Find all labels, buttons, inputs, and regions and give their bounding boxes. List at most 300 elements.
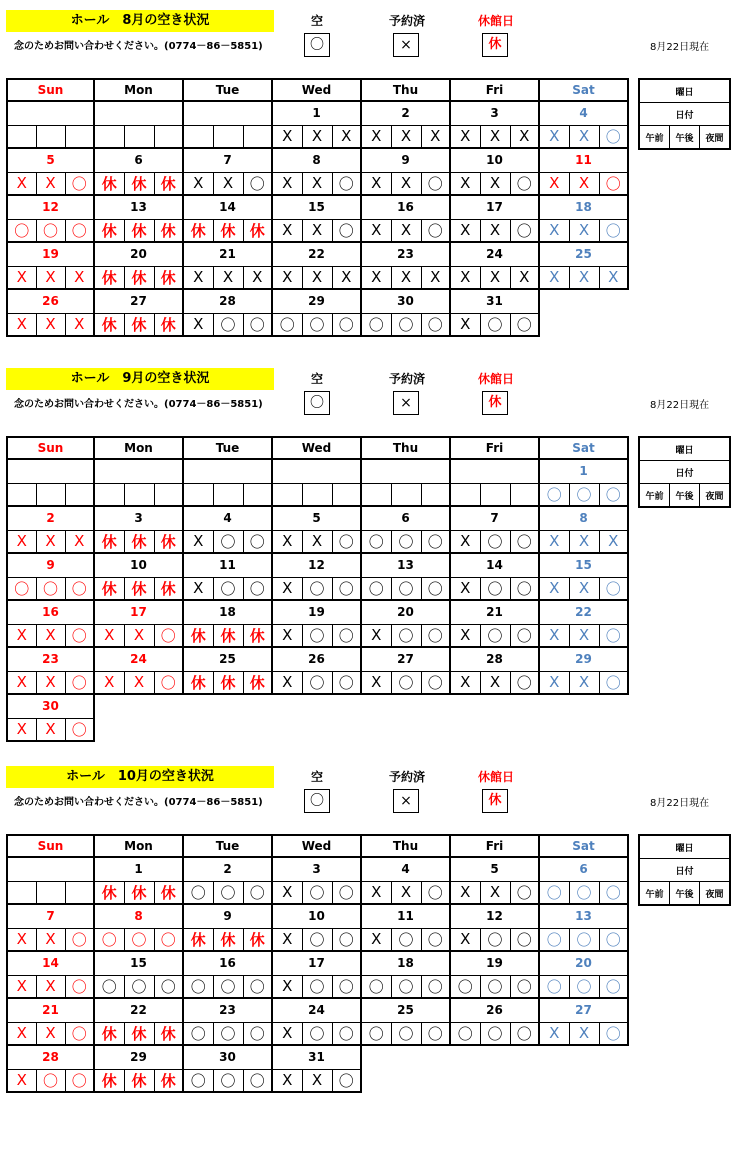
slot-afternoon: X <box>36 266 65 289</box>
slot-afternoon: 〇 <box>480 577 510 600</box>
slot-cell <box>332 483 361 506</box>
slot-cell <box>124 125 154 148</box>
hizuke-label: 日付 <box>639 859 730 882</box>
slot-morning: X <box>272 624 302 647</box>
legend-closed-label: 休館日 <box>477 372 514 386</box>
slot-morning: X <box>361 928 391 951</box>
slot-night: X <box>421 125 450 148</box>
weekday-header: Sun <box>7 79 94 101</box>
slot-cell <box>480 483 510 506</box>
day-number: 21 <box>450 600 539 624</box>
empty-cell <box>569 1069 599 1092</box>
slot-morning: X <box>450 172 480 195</box>
slot-night: 休 <box>243 624 272 647</box>
slot-night: 休 <box>243 219 272 242</box>
empty-cell <box>332 718 361 741</box>
slot-night: 休 <box>154 577 183 600</box>
weekday-header: Thu <box>361 79 450 101</box>
slot-morning: X <box>7 1022 36 1045</box>
slot-morning: X <box>361 172 391 195</box>
day-number: 9 <box>361 148 450 172</box>
slot-afternoon: X <box>569 671 599 694</box>
day-number: 26 <box>7 289 94 313</box>
empty-cell <box>539 1069 569 1092</box>
slot-afternoon: X <box>480 881 510 904</box>
slot-night: 〇 <box>65 928 94 951</box>
slot-afternoon: X <box>302 125 332 148</box>
legend-vacant-label: 空 <box>310 770 323 784</box>
as-of-date: 8月22日現在 <box>650 42 710 53</box>
slot-afternoon: X <box>569 530 599 553</box>
slot-afternoon: 〇 <box>302 577 332 600</box>
day-number: 26 <box>450 998 539 1022</box>
slot-morning: 〇 <box>183 1022 213 1045</box>
month-calendar <box>6 78 629 337</box>
slot-night: 〇 <box>332 530 361 553</box>
day-number: 4 <box>183 506 272 530</box>
day-number: 13 <box>539 904 628 928</box>
slot-afternoon: 〇 <box>213 1069 243 1092</box>
slot-cell <box>94 483 124 506</box>
day-number: 6 <box>361 506 450 530</box>
slot-night: 〇 <box>421 219 450 242</box>
day-number: 5 <box>272 506 361 530</box>
slot-night: 休 <box>154 881 183 904</box>
slot-night: X <box>421 266 450 289</box>
slot-night: 〇 <box>599 928 628 951</box>
empty-cell <box>569 313 599 336</box>
slot-morning: X <box>361 624 391 647</box>
slot-night: 〇 <box>421 1022 450 1045</box>
day-number: 27 <box>539 998 628 1022</box>
yakan-label: 夜間 <box>700 126 731 150</box>
slot-night: 〇 <box>243 172 272 195</box>
slot-night: 〇 <box>421 172 450 195</box>
empty-cell <box>361 1045 450 1069</box>
slot-morning: X <box>450 313 480 336</box>
day-number: 25 <box>183 647 272 671</box>
slot-afternoon: 〇 <box>213 577 243 600</box>
youbi-label: 曜日 <box>639 835 730 859</box>
slot-morning: 〇 <box>539 928 569 951</box>
slot-afternoon: 〇 <box>213 975 243 998</box>
slot-morning: X <box>361 881 391 904</box>
day-number: 7 <box>7 904 94 928</box>
day-number: 7 <box>183 148 272 172</box>
legend-vacant-symbol: 〇 <box>304 391 330 415</box>
slot-morning: X <box>183 266 213 289</box>
slot-afternoon: 〇 <box>391 313 421 336</box>
empty-cell <box>450 718 480 741</box>
slot-afternoon: 〇 <box>391 624 421 647</box>
slot-cell <box>36 125 65 148</box>
day-number: 15 <box>539 553 628 577</box>
slot-afternoon: 休 <box>124 577 154 600</box>
slot-morning: X <box>361 266 391 289</box>
slot-morning: X <box>361 125 391 148</box>
empty-cell <box>539 289 628 313</box>
slot-morning: X <box>361 671 391 694</box>
slot-afternoon: X <box>480 172 510 195</box>
day-number: 9 <box>183 904 272 928</box>
slot-cell <box>7 125 36 148</box>
slot-afternoon: X <box>480 671 510 694</box>
month-calendar <box>6 834 629 1093</box>
hizuke-label: 日付 <box>639 461 730 484</box>
day-number: 15 <box>94 951 183 975</box>
day-number: 13 <box>94 195 183 219</box>
slot-night: 〇 <box>599 1022 628 1045</box>
slot-cell <box>154 125 183 148</box>
slot-afternoon: X <box>36 624 65 647</box>
slot-afternoon: 〇 <box>569 483 599 506</box>
slot-afternoon: X <box>391 881 421 904</box>
day-number: 8 <box>272 148 361 172</box>
slot-morning: 〇 <box>539 483 569 506</box>
slot-afternoon: X <box>569 266 599 289</box>
gozen-label: 午前 <box>639 484 670 508</box>
slot-afternoon: 〇 <box>391 975 421 998</box>
legend-closed-symbol: 休 <box>482 33 508 57</box>
slot-morning: X <box>272 266 302 289</box>
inquiry-note: 念のためお問い合わせください。(0774－86－5851) <box>14 41 263 52</box>
day-number <box>7 459 94 483</box>
slot-morning: X <box>272 671 302 694</box>
empty-cell <box>361 1069 391 1092</box>
slot-night: X <box>510 266 539 289</box>
slot-morning: X <box>539 266 569 289</box>
slot-night: 休 <box>154 313 183 336</box>
slot-night: 〇 <box>243 577 272 600</box>
slot-morning: X <box>539 530 569 553</box>
day-number: 30 <box>7 694 94 718</box>
day-number: 27 <box>361 647 450 671</box>
month-title: ホール 9月の空き状況 <box>6 368 274 390</box>
day-number: 23 <box>361 242 450 266</box>
slot-night: 〇 <box>332 624 361 647</box>
slot-cell <box>94 125 124 148</box>
slot-morning: X <box>183 313 213 336</box>
slot-night: 〇 <box>154 671 183 694</box>
weekday-header: Thu <box>361 437 450 459</box>
slot-afternoon: 休 <box>124 881 154 904</box>
slot-night: 〇 <box>65 172 94 195</box>
slot-afternoon: 〇 <box>302 1022 332 1045</box>
slot-afternoon: 〇 <box>302 313 332 336</box>
weekday-header: Thu <box>361 835 450 857</box>
slot-afternoon: X <box>302 172 332 195</box>
empty-cell <box>94 694 183 718</box>
empty-cell <box>510 1069 539 1092</box>
slot-morning: X <box>450 881 480 904</box>
empty-cell <box>361 694 450 718</box>
slot-afternoon: X <box>36 671 65 694</box>
slot-afternoon: 〇 <box>480 1022 510 1045</box>
empty-cell <box>243 718 272 741</box>
slot-afternoon: 〇 <box>391 928 421 951</box>
month-title: ホール 10月の空き状況 <box>6 766 274 788</box>
day-number <box>272 459 361 483</box>
empty-cell <box>450 1045 539 1069</box>
slot-morning: X <box>7 172 36 195</box>
slot-morning: X <box>272 125 302 148</box>
slot-night: 〇 <box>332 928 361 951</box>
day-number: 16 <box>183 951 272 975</box>
slot-afternoon: X <box>569 172 599 195</box>
weekday-header: Mon <box>94 835 183 857</box>
slot-morning: X <box>7 718 36 741</box>
inquiry-note: 念のためお問い合わせください。(0774－86－5851) <box>14 797 263 808</box>
slot-afternoon: 〇 <box>302 975 332 998</box>
slot-afternoon: X <box>213 172 243 195</box>
weekday-header: Sun <box>7 835 94 857</box>
slot-night: 休 <box>154 530 183 553</box>
legend-closed-label: 休館日 <box>477 14 514 28</box>
legend-vacant-label: 空 <box>310 372 323 386</box>
day-number: 30 <box>361 289 450 313</box>
legend-vacant-label: 空 <box>310 14 323 28</box>
day-number: 23 <box>7 647 94 671</box>
slot-cell <box>243 483 272 506</box>
slot-morning: 休 <box>94 1022 124 1045</box>
slot-morning: X <box>272 530 302 553</box>
slot-morning: 〇 <box>183 1069 213 1092</box>
slot-afternoon: 〇 <box>36 1069 65 1092</box>
slot-afternoon: 〇 <box>302 881 332 904</box>
slot-morning: 〇 <box>539 975 569 998</box>
slot-night: 〇 <box>510 172 539 195</box>
slot-night: 〇 <box>332 219 361 242</box>
slot-night: 〇 <box>599 125 628 148</box>
day-number: 16 <box>7 600 94 624</box>
slot-night: 〇 <box>421 928 450 951</box>
slot-night: 休 <box>154 266 183 289</box>
slot-morning: 〇 <box>183 881 213 904</box>
slot-afternoon: X <box>302 1069 332 1092</box>
slot-afternoon: 〇 <box>480 530 510 553</box>
day-number: 10 <box>450 148 539 172</box>
slot-afternoon: 〇 <box>213 1022 243 1045</box>
slot-morning: 休 <box>94 577 124 600</box>
slot-cell <box>124 483 154 506</box>
month-section <box>0 368 749 760</box>
day-number: 3 <box>272 857 361 881</box>
empty-cell <box>539 718 569 741</box>
day-number: 11 <box>183 553 272 577</box>
slot-morning: 休 <box>183 671 213 694</box>
slot-morning: 休 <box>94 219 124 242</box>
slot-morning: 〇 <box>7 219 36 242</box>
day-number <box>183 101 272 125</box>
empty-cell <box>539 694 628 718</box>
empty-cell <box>391 718 421 741</box>
as-of-date: 8月22日現在 <box>650 798 710 809</box>
slot-morning: X <box>450 577 480 600</box>
slot-night: 〇 <box>510 928 539 951</box>
slot-afternoon: 〇 <box>213 313 243 336</box>
weekday-header: Fri <box>450 835 539 857</box>
weekday-header: Sat <box>539 79 628 101</box>
slot-night: 〇 <box>243 1022 272 1045</box>
slot-afternoon: X <box>569 219 599 242</box>
slot-night: 〇 <box>332 881 361 904</box>
slot-night: 〇 <box>421 313 450 336</box>
day-number: 24 <box>450 242 539 266</box>
day-number: 11 <box>539 148 628 172</box>
empty-cell <box>94 718 124 741</box>
slot-morning: X <box>272 1069 302 1092</box>
weekday-header: Sat <box>539 835 628 857</box>
day-number: 4 <box>361 857 450 881</box>
slot-night: 〇 <box>65 1022 94 1045</box>
slot-afternoon: 〇 <box>213 881 243 904</box>
slot-morning: 〇 <box>361 975 391 998</box>
day-number <box>94 459 183 483</box>
slot-night: 〇 <box>599 881 628 904</box>
empty-cell <box>539 1045 628 1069</box>
slot-night: X <box>599 266 628 289</box>
month-title: ホール 8月の空き状況 <box>6 10 274 32</box>
slot-night: 〇 <box>154 928 183 951</box>
slot-morning: X <box>183 172 213 195</box>
slot-morning: X <box>539 1022 569 1045</box>
slot-night: 〇 <box>65 718 94 741</box>
slot-night: 〇 <box>332 1022 361 1045</box>
day-number <box>7 101 94 125</box>
empty-cell <box>569 718 599 741</box>
slot-night: 〇 <box>510 624 539 647</box>
slot-afternoon: X <box>302 530 332 553</box>
slot-afternoon: 〇 <box>36 219 65 242</box>
slot-afternoon: 〇 <box>391 530 421 553</box>
day-number: 14 <box>450 553 539 577</box>
day-number: 16 <box>361 195 450 219</box>
empty-cell <box>510 718 539 741</box>
slot-afternoon: X <box>480 219 510 242</box>
day-number: 26 <box>272 647 361 671</box>
slot-night: 〇 <box>243 975 272 998</box>
slot-night: X <box>510 125 539 148</box>
slot-night: 〇 <box>65 624 94 647</box>
slot-night: 〇 <box>510 219 539 242</box>
slot-morning: X <box>450 219 480 242</box>
slot-afternoon: 〇 <box>213 530 243 553</box>
weekday-header: Fri <box>450 437 539 459</box>
day-number: 24 <box>94 647 183 671</box>
slot-morning: 〇 <box>361 530 391 553</box>
slot-night: X <box>599 530 628 553</box>
slot-afternoon: X <box>36 928 65 951</box>
slot-afternoon: 〇 <box>391 577 421 600</box>
slot-night: 〇 <box>599 577 628 600</box>
slot-morning: 休 <box>94 313 124 336</box>
weekday-header: Wed <box>272 437 361 459</box>
slot-afternoon: 〇 <box>302 928 332 951</box>
slot-cell <box>213 483 243 506</box>
slot-night: 〇 <box>332 975 361 998</box>
slot-night: 〇 <box>510 1022 539 1045</box>
slot-night: 〇 <box>421 975 450 998</box>
day-number: 19 <box>450 951 539 975</box>
slot-night: 〇 <box>599 975 628 998</box>
day-number: 2 <box>183 857 272 881</box>
slot-afternoon: X <box>124 624 154 647</box>
youbi-label: 曜日 <box>639 437 730 461</box>
slot-night: 休 <box>154 1022 183 1045</box>
slot-afternoon: X <box>391 219 421 242</box>
day-number: 12 <box>450 904 539 928</box>
day-number: 2 <box>7 506 94 530</box>
slot-afternoon: 〇 <box>302 624 332 647</box>
day-number <box>7 857 94 881</box>
weekday-header: Sat <box>539 437 628 459</box>
slot-afternoon: 〇 <box>302 671 332 694</box>
slot-morning: X <box>7 975 36 998</box>
slot-night: 〇 <box>421 624 450 647</box>
empty-cell <box>361 718 391 741</box>
slot-morning: X <box>272 219 302 242</box>
slot-morning: 〇 <box>94 975 124 998</box>
day-number <box>183 459 272 483</box>
day-number: 24 <box>272 998 361 1022</box>
slot-morning: X <box>7 530 36 553</box>
empty-cell <box>124 718 154 741</box>
day-number: 22 <box>539 600 628 624</box>
slot-morning: X <box>7 624 36 647</box>
weekday-header: Mon <box>94 437 183 459</box>
slot-night: 〇 <box>510 881 539 904</box>
slot-afternoon: X <box>36 530 65 553</box>
slot-afternoon: 〇 <box>569 928 599 951</box>
slot-night: 〇 <box>332 1069 361 1092</box>
empty-cell <box>391 1069 421 1092</box>
slot-morning: X <box>272 975 302 998</box>
slot-afternoon: 休 <box>124 313 154 336</box>
slot-night: 〇 <box>599 483 628 506</box>
slot-night: 休 <box>154 1069 183 1092</box>
day-number: 18 <box>539 195 628 219</box>
slot-night: 〇 <box>65 577 94 600</box>
day-number: 13 <box>361 553 450 577</box>
slot-morning: 〇 <box>183 975 213 998</box>
day-number: 20 <box>361 600 450 624</box>
day-number: 5 <box>450 857 539 881</box>
day-number: 14 <box>183 195 272 219</box>
day-number: 22 <box>94 998 183 1022</box>
slot-night: 〇 <box>332 313 361 336</box>
empty-cell <box>213 718 243 741</box>
slot-morning: 休 <box>94 1069 124 1092</box>
month-calendar <box>6 436 629 742</box>
slot-afternoon: 休 <box>213 219 243 242</box>
slot-cell <box>7 483 36 506</box>
slot-afternoon: 〇 <box>480 928 510 951</box>
day-number: 31 <box>272 1045 361 1069</box>
slot-legend-table <box>638 436 731 508</box>
inquiry-note: 念のためお問い合わせください。(0774－86－5851) <box>14 399 263 410</box>
empty-cell <box>599 313 628 336</box>
slot-afternoon: X <box>480 266 510 289</box>
slot-afternoon: 休 <box>124 530 154 553</box>
slot-night: 〇 <box>65 1069 94 1092</box>
legend-reserved-symbol: × <box>393 789 419 813</box>
day-number: 8 <box>94 904 183 928</box>
slot-afternoon: 休 <box>213 928 243 951</box>
slot-night: 休 <box>243 671 272 694</box>
slot-afternoon: X <box>569 125 599 148</box>
slot-night: 〇 <box>421 671 450 694</box>
legend-vacant-symbol: 〇 <box>304 33 330 57</box>
